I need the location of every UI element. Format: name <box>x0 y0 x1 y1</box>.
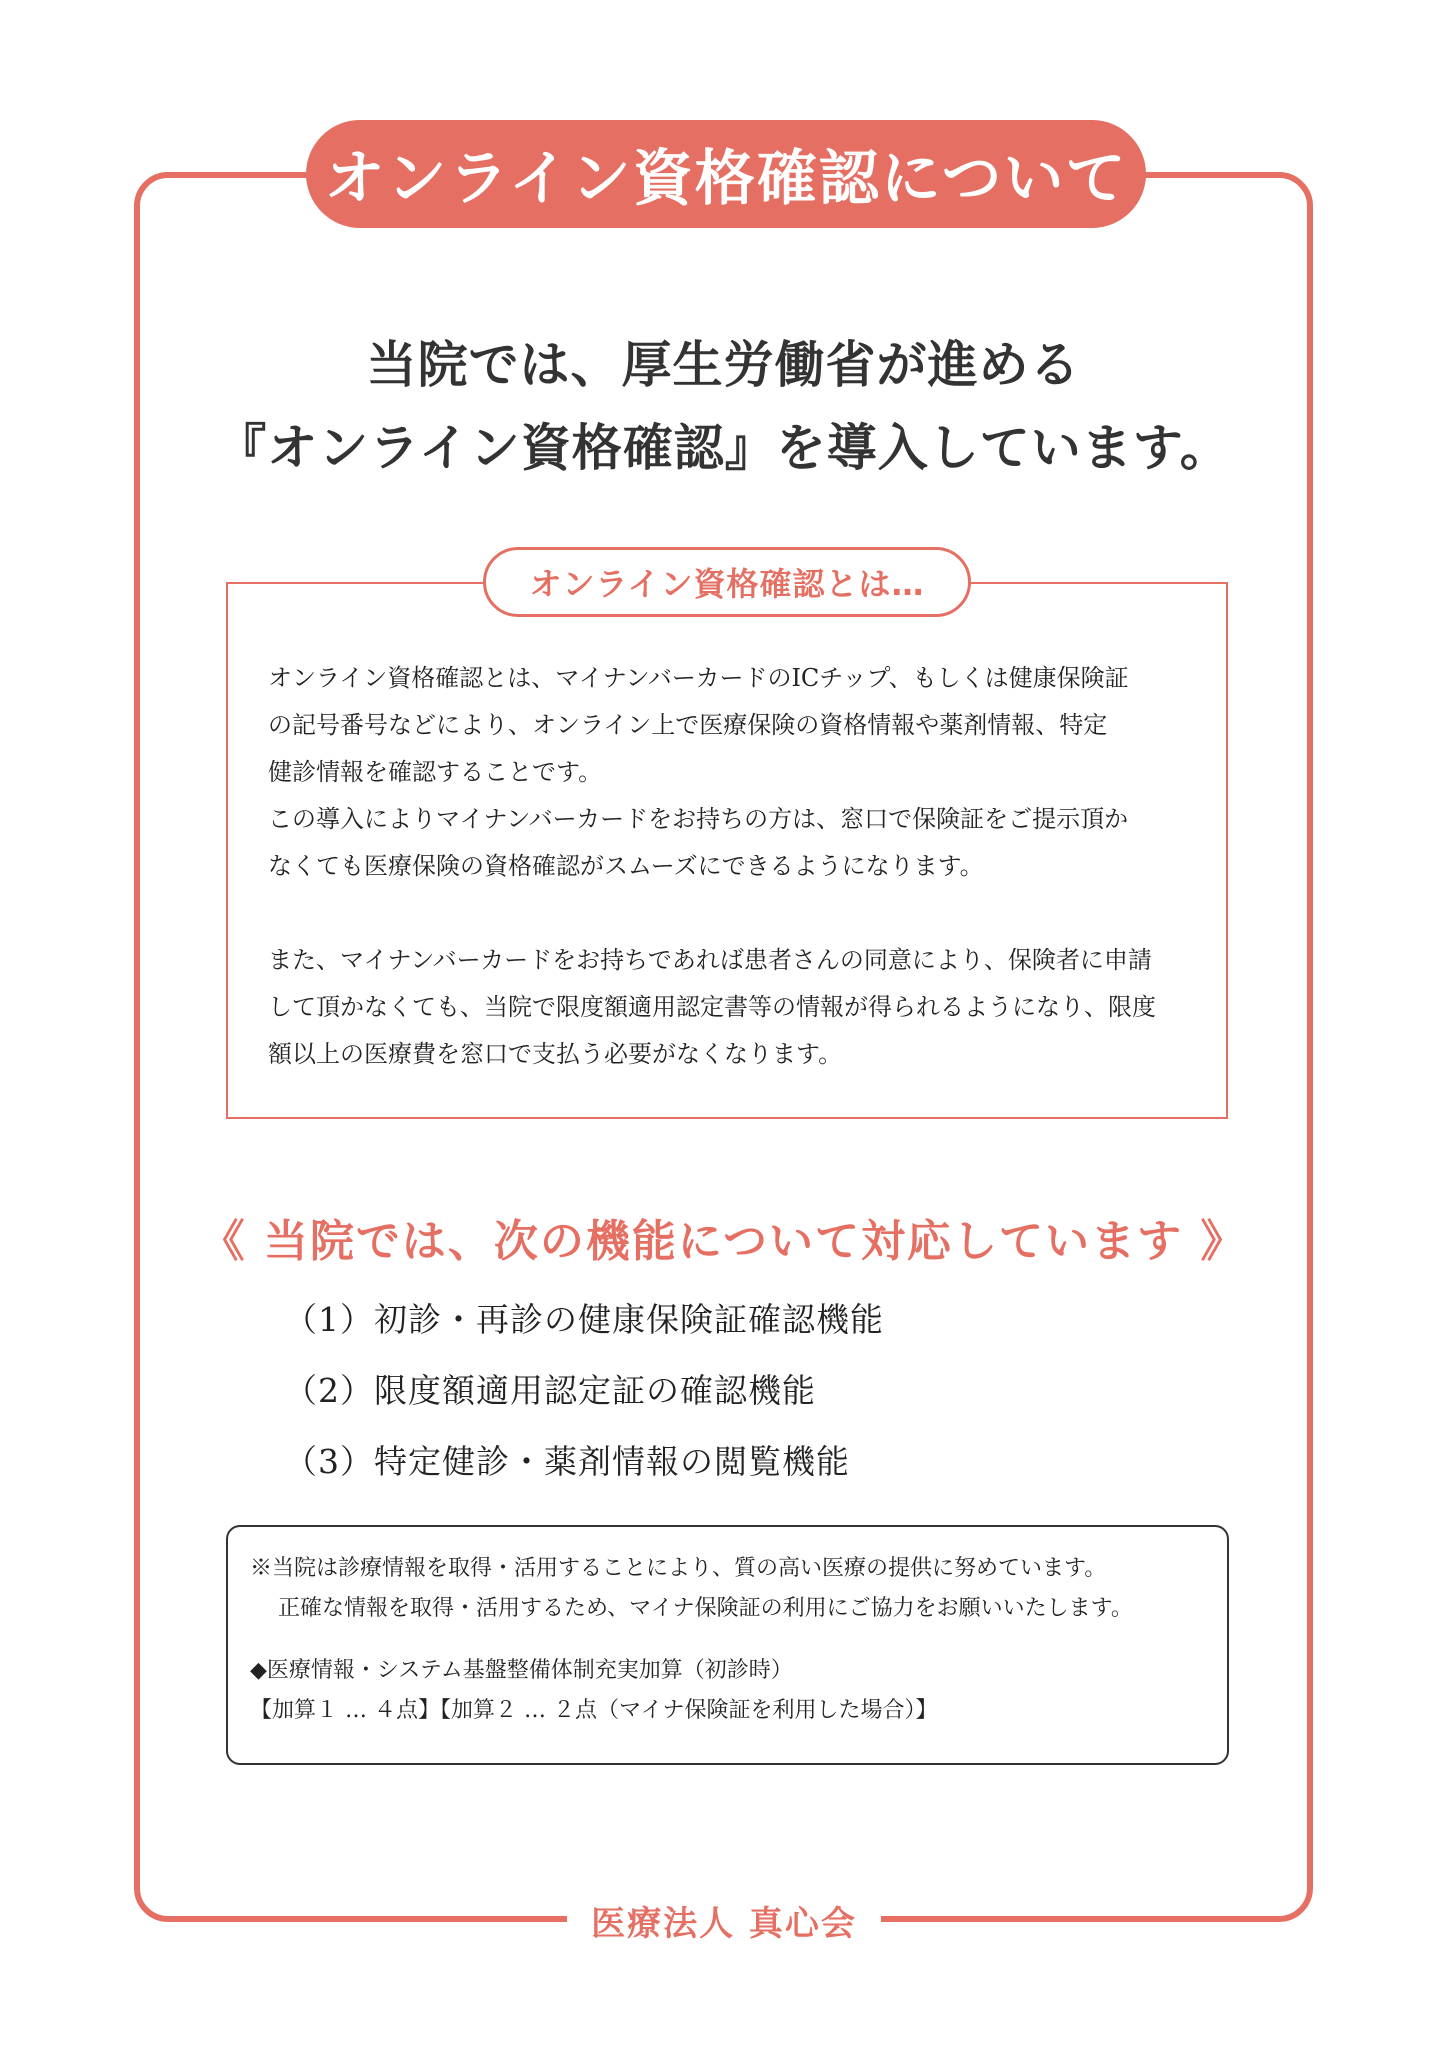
note-line: ※当院は診療情報を取得・活用することにより、質の高い医療の提供に努めています。 <box>250 1556 1107 1581</box>
info-line: なくても医療保険の資格確認がスムーズにできるようになります。 <box>268 852 984 880</box>
features-heading: 《 当院では、次の機能について対応しています 》 <box>200 1216 1247 1267</box>
lead-line-1: 当院では、厚生労働省が進める <box>366 336 1081 394</box>
feature-item: （1）初診・再診の健康保険証確認機能 <box>284 1300 884 1339</box>
lead-line-2: 『オンライン資格確認』を導入しています。 <box>216 419 1231 477</box>
paragraph-gap <box>268 890 1198 937</box>
note-line: ◆医療情報・システム基盤整備体制充実加算（初診時） <box>250 1658 793 1683</box>
info-line: 健診情報を確認することです。 <box>268 758 603 786</box>
note-spacer <box>250 1629 1210 1651</box>
note-line: 【加算１ … ４点】【加算２ … ２点（マイナ保険証を利用した場合）】 <box>250 1698 938 1723</box>
feature-item: （2）限度額適用認定証の確認機能 <box>284 1371 816 1410</box>
page-title: オンライン資格確認について <box>306 120 1146 228</box>
info-line: の記号番号などにより、オンライン上で医療保険の資格情報や薬剤情報、特定 <box>268 711 1108 739</box>
info-line: オンライン資格確認とは、マイナンバーカードのICチップ、もしくは健康保険証 <box>268 664 1129 692</box>
note-text <box>250 1549 1210 1731</box>
info-line: この導入によりマイナンバーカードをお持ちの方は、窓口で保険証をご提示頂か <box>268 805 1129 833</box>
feature-item: （3）特定健診・薬剤情報の閲覧機能 <box>284 1442 850 1481</box>
info-line: また、マイナンバーカードをお持ちであれば患者さんの同意により、保険者に申請 <box>268 946 1152 974</box>
note-line: 正確な情報を取得・活用するため、マイナ保険証の利用にご協力をお願いいたします。 <box>278 1596 1133 1621</box>
info-line: して頂かなくても、当院で限度額適用認定書等の情報が得られるようになり、限度 <box>268 993 1156 1021</box>
info-line: 額以上の医療費を窓口で支払う必要がなくなります。 <box>268 1040 843 1068</box>
organization-name: 医療法人 真心会 <box>567 1890 881 1950</box>
info-text <box>268 655 1198 1078</box>
features-list <box>284 1290 884 1503</box>
info-box-label: オンライン資格確認とは… <box>483 547 971 617</box>
